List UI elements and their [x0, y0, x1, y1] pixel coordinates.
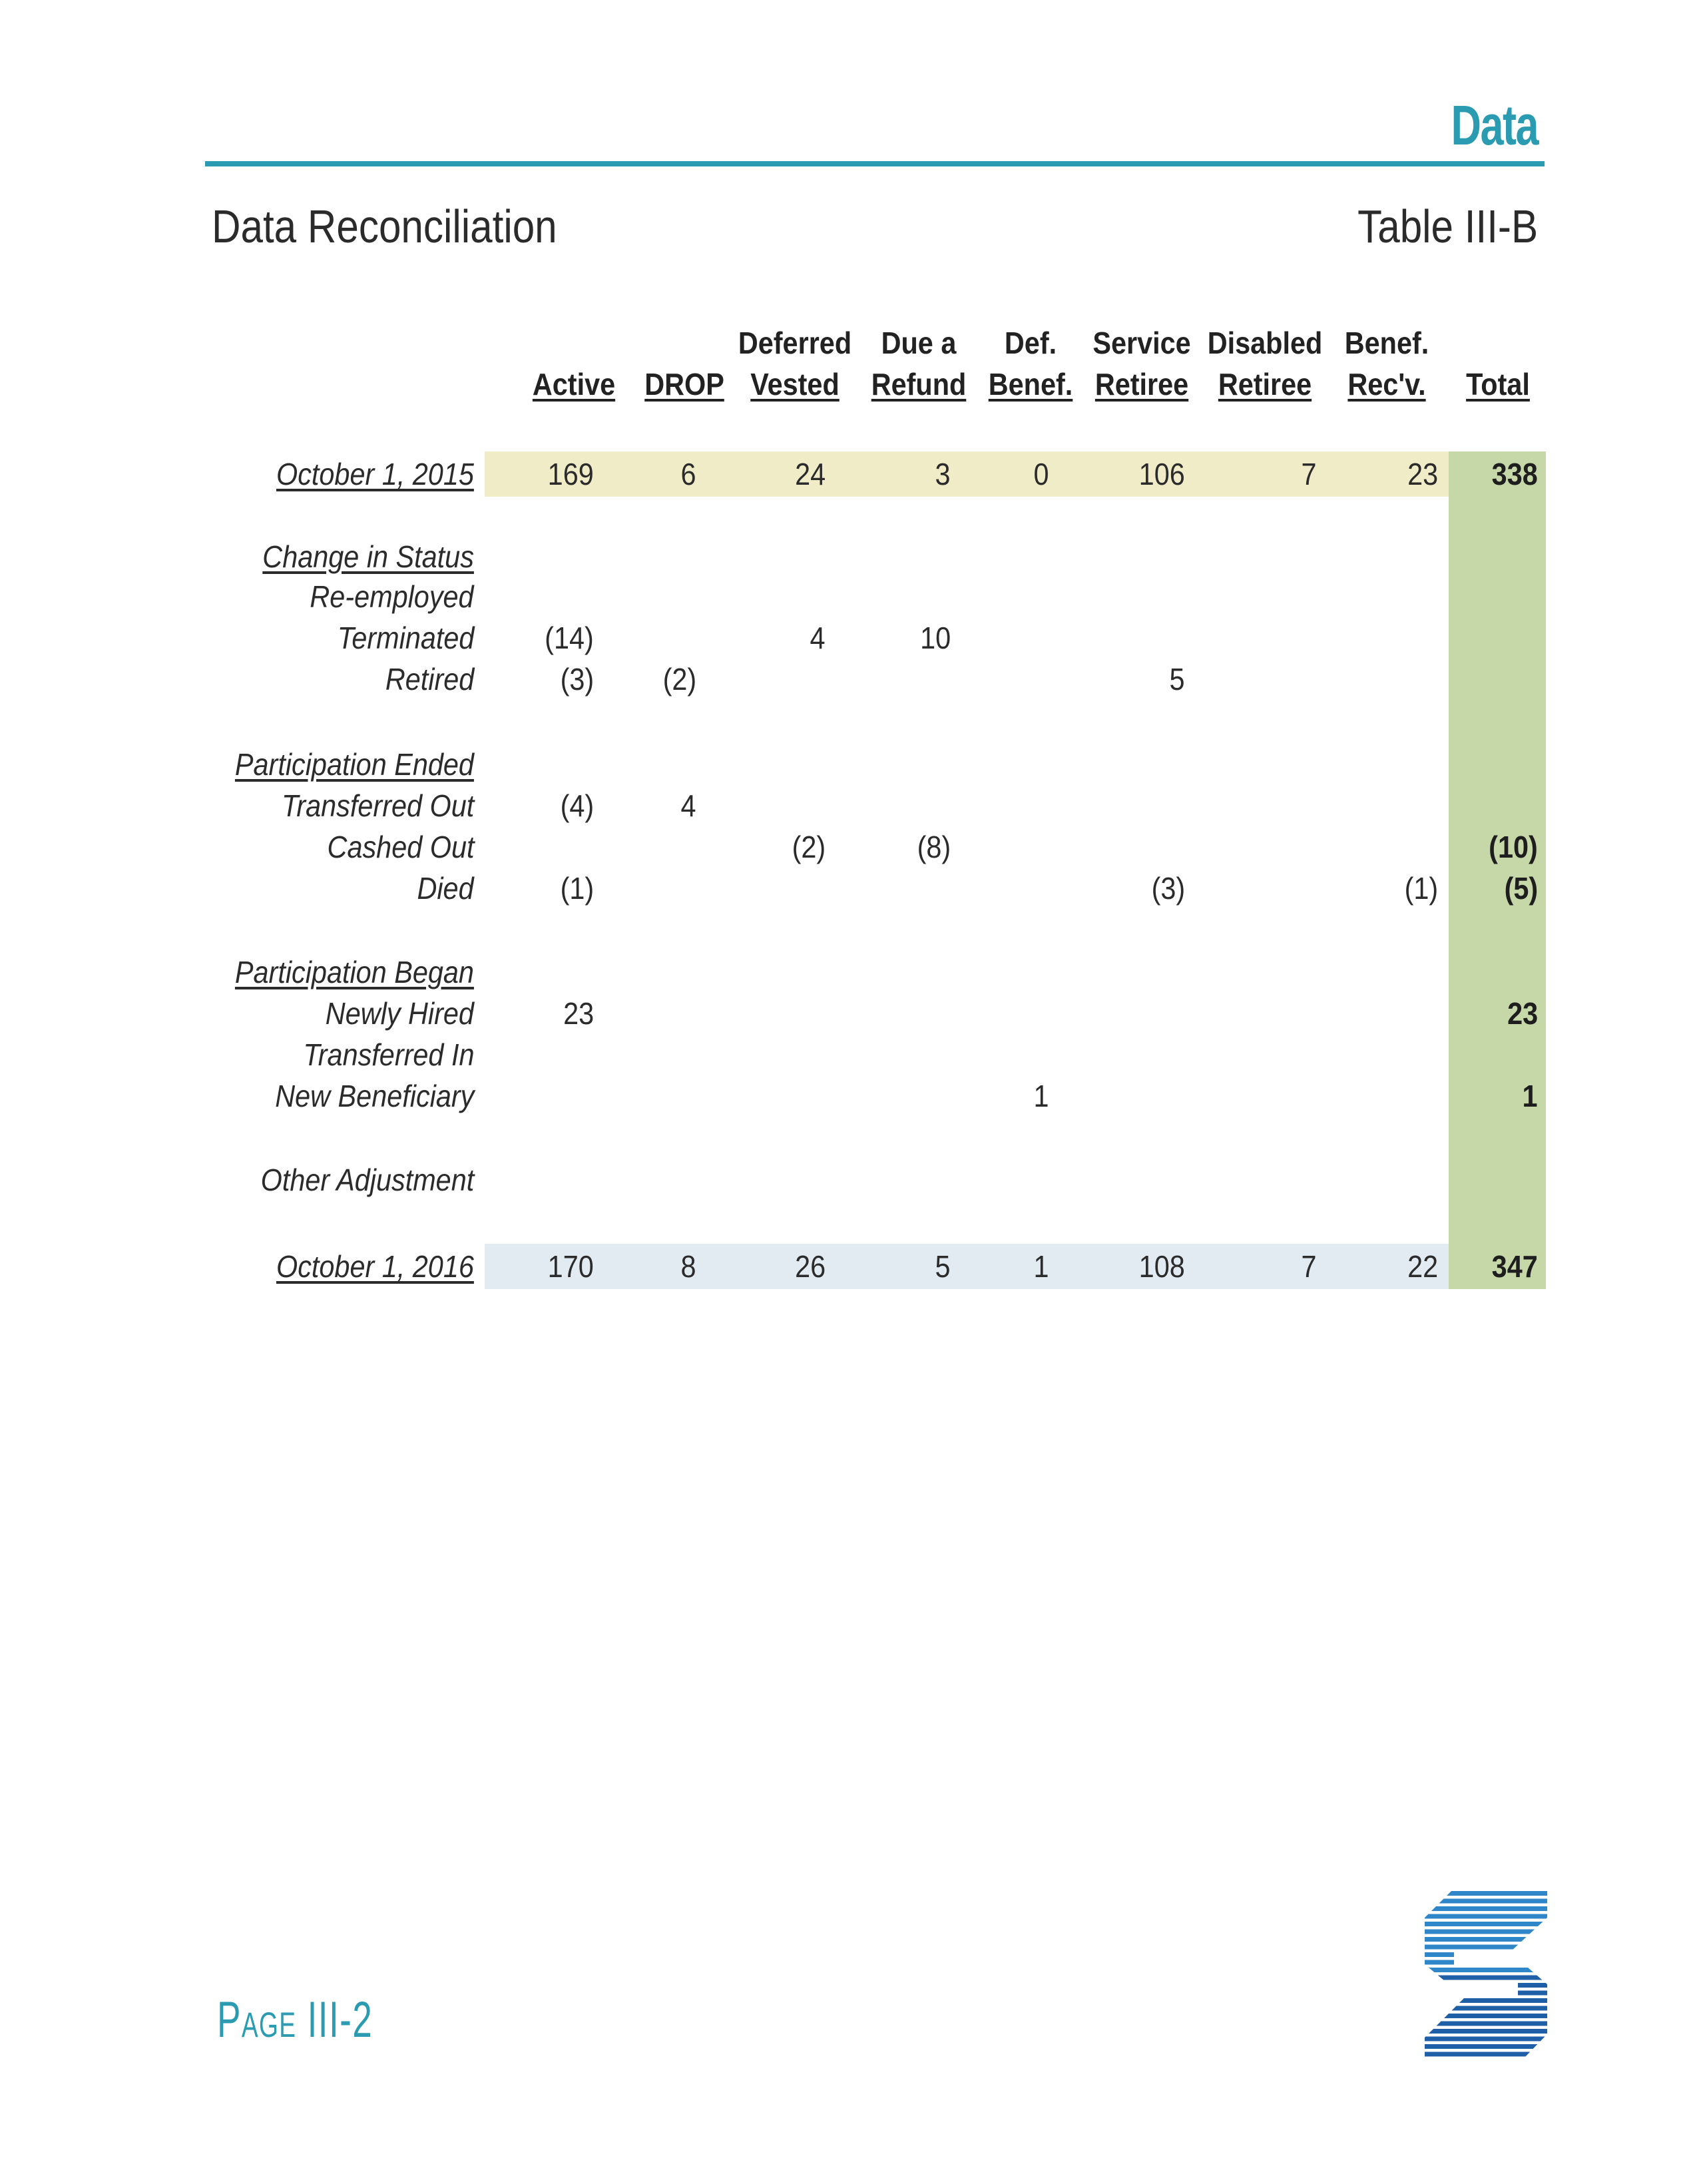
table-cell: 1: [1033, 1079, 1049, 1113]
row-label-reemployed: Re-employed: [310, 579, 474, 614]
column-header-line2: Retiree: [1218, 367, 1312, 402]
table-cell: (1): [560, 871, 594, 906]
table-cell: 5: [1169, 662, 1185, 696]
column-header-line1: Benef.: [1344, 326, 1429, 360]
table-cell: 8: [680, 1249, 696, 1284]
column-header: [735, 322, 855, 405]
total-cell: 347: [1491, 1249, 1538, 1284]
table-cell: (1): [1404, 871, 1438, 906]
row-label-died: Died: [417, 871, 474, 906]
page-title: Data Reconciliation: [212, 200, 557, 252]
table-cell: 108: [1138, 1249, 1185, 1284]
column-header: [971, 322, 1090, 405]
column-header-line1: [1438, 322, 1558, 364]
table-cell: 24: [794, 457, 826, 491]
table-cell: 3: [935, 457, 951, 491]
column-header-line2: DROP: [644, 367, 724, 402]
table-cell: 5: [935, 1249, 951, 1284]
table-cell: 4: [680, 788, 696, 823]
table-cell: (14): [545, 621, 594, 655]
row-label-start: October 1, 2015: [276, 457, 474, 491]
table-cell: 26: [794, 1249, 826, 1284]
row-label-other-adjustment: Other Adjustment: [260, 1163, 474, 1197]
table-id: Table III-B: [1357, 200, 1538, 252]
table-cell: 23: [1407, 457, 1438, 491]
column-header: [1327, 322, 1447, 405]
row-label-transferred-out: Transferred Out: [281, 788, 474, 823]
table-cell: 106: [1138, 457, 1185, 491]
column-header-line2: Refund: [871, 367, 967, 402]
column-header: [1205, 322, 1325, 405]
total-cell: (10): [1489, 830, 1538, 864]
table-cell: 6: [680, 457, 696, 491]
total-cell: (5): [1504, 871, 1538, 906]
table-cell: 10: [919, 621, 951, 655]
column-header-line2: Total: [1466, 367, 1530, 402]
column-header-line2: Active: [532, 367, 616, 402]
column-header: [624, 322, 744, 405]
table-cell: (8): [917, 830, 951, 864]
column-header-line2: Benef.: [988, 367, 1073, 402]
column-header-line1: Disabled: [1207, 326, 1323, 360]
table-cell: 7: [1301, 457, 1317, 491]
table-cell: 7: [1301, 1249, 1317, 1284]
table-cell: (3): [1151, 871, 1185, 906]
row-label-new-beneficiary: New Beneficiary: [274, 1079, 474, 1113]
table-cell: 170: [547, 1249, 594, 1284]
table-cell: 1: [1033, 1249, 1049, 1284]
total-cell: 338: [1491, 457, 1538, 491]
column-header-line1: Service: [1092, 326, 1191, 360]
table-cell: (2): [792, 830, 826, 864]
section-tag: Data: [1451, 94, 1538, 156]
table-cell: (4): [560, 788, 594, 823]
column-header-line1: [624, 322, 744, 364]
column-header-line1: Deferred: [738, 326, 852, 360]
column-header: [1082, 322, 1202, 405]
table-cell: 169: [547, 457, 594, 491]
column-header-line2: Retiree: [1094, 367, 1189, 402]
column-header-line2: Rec'v.: [1347, 367, 1426, 402]
column-header: [514, 322, 634, 405]
table-cell: 4: [810, 621, 826, 655]
row-label-participation-began: Participation Began: [234, 955, 474, 989]
column-header: [859, 322, 979, 405]
header-rule: [205, 161, 1545, 166]
column-header: [1438, 322, 1558, 405]
table-cell: (2): [662, 662, 696, 696]
row-label-retired: Retired: [385, 662, 474, 696]
table-cell: 23: [563, 996, 594, 1031]
row-label-cashed-out: Cashed Out: [327, 830, 474, 864]
row-label-participation-ended: Participation Ended: [234, 747, 474, 782]
table-cell: 0: [1033, 457, 1049, 491]
page-number: Page III-2: [217, 1992, 373, 2048]
table-cell: 22: [1407, 1249, 1438, 1284]
column-header-line2: Vested: [750, 367, 840, 402]
row-label-change-in-status: Change in Status: [262, 539, 474, 574]
column-header-line1: Def.: [1004, 326, 1057, 360]
row-label-newly-hired: Newly Hired: [325, 996, 474, 1031]
row-label-transferred-in: Transferred In: [303, 1037, 474, 1072]
row-label-terminated: Terminated: [337, 621, 474, 655]
total-cell: 23: [1507, 996, 1538, 1031]
row-label-end: October 1, 2016: [276, 1249, 474, 1284]
table-cell: (3): [560, 662, 594, 696]
column-header-line1: [514, 322, 634, 364]
column-header-line1: Due a: [881, 326, 957, 360]
striped-s-logo-icon: [1425, 1891, 1547, 2057]
total-cell: 1: [1522, 1079, 1538, 1113]
